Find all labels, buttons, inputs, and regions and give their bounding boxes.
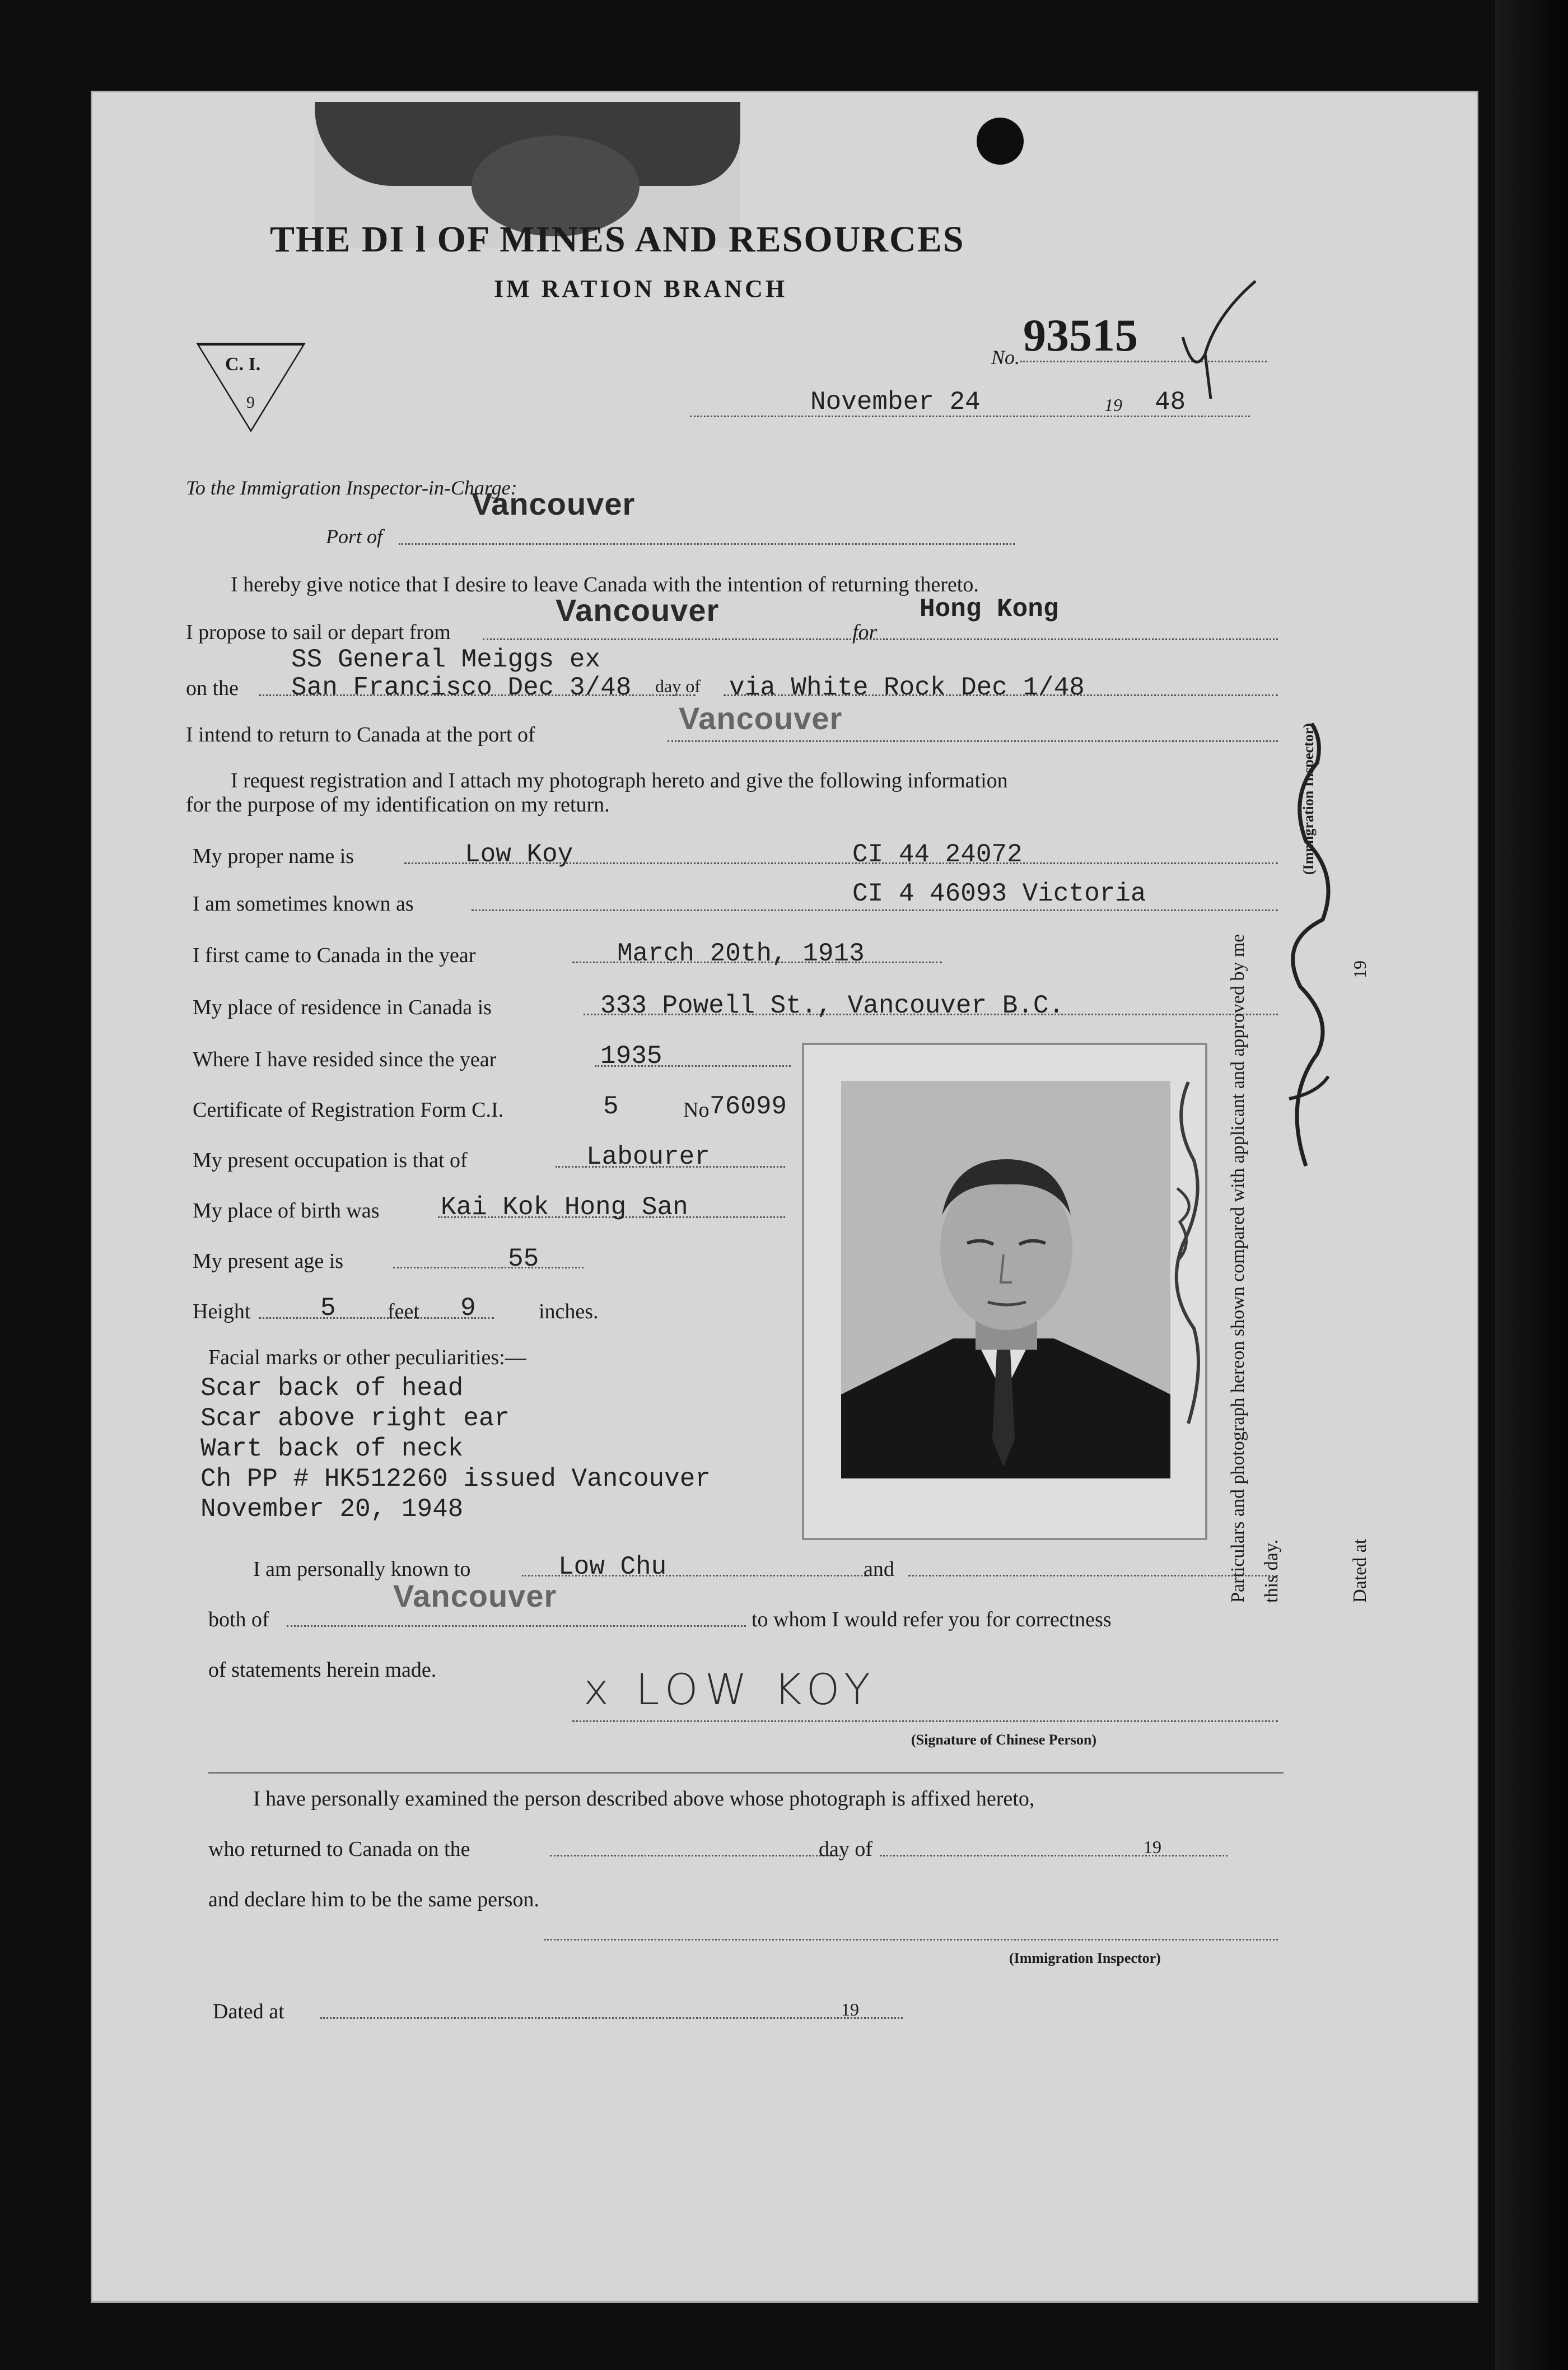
margin-inspector: (Immigration Inspector) [1300,723,1317,875]
margin-nineteen: 19 [1350,960,1370,978]
for-label: for [852,621,878,644]
section-divider [208,1772,1284,1774]
return-port: Vancouver [679,701,843,736]
inches-label: inches. [539,1300,599,1323]
branch-title: IM RATION BRANCH [494,275,788,302]
margin-dated-at: Dated at [1350,1538,1370,1603]
ship-line-1: SS General Meiggs ex [291,645,601,674]
destination: Hong Kong [920,595,1059,624]
return-nineteen: 19 [1144,1837,1161,1857]
feet-label: feet [388,1300,419,1323]
birth-label: My place of birth was [193,1199,380,1223]
date-month-day: November 24 [810,388,981,417]
via-route: via White Rock Dec 1/48 [729,673,1085,702]
addressee-line: To the Immigration Inspector-in-Charge: [186,477,517,499]
returned-label: who returned to Canada on the [208,1837,470,1861]
resided-since-label: Where I have resided since the year [193,1048,497,1071]
request-line-2: for the purpose of my identification on my return. [186,793,610,817]
certificate-form: 5 [603,1092,619,1121]
facial-marks-list [200,1373,711,1524]
port-label: Port of [326,525,383,548]
punch-hole [977,118,1024,165]
ship-line-2: San Francisco Dec 3/48 [291,673,632,702]
facial-mark-line: Ch PP # HK512260 issued Vancouver [200,1464,711,1494]
age-label: My present age is [193,1249,344,1273]
proper-name-label: My proper name is [193,845,354,868]
examined-text: I have personally examined the person described above whose photograph is affixed hereto, [253,1787,1035,1811]
facial-mark-line: November 20, 1948 [200,1495,464,1524]
and-label: and [864,1557,894,1581]
margin-this-day: this day. [1261,1539,1282,1603]
dated-at-label: Dated at [213,2000,284,2023]
certificate-no-label: No [683,1098,710,1122]
department-title: THE DI l OF MINES AND RESOURCES [270,219,965,260]
certificate-no: 76099 [710,1092,787,1121]
both-of-label: both of [208,1608,269,1631]
first-came: March 20th, 1913 [617,939,865,968]
ci-number-1: CI 44 24072 [852,840,1023,869]
day-of-label: day of [655,676,701,696]
date-year: 48 [1155,388,1186,417]
occupation: Labourer [586,1142,710,1172]
occupation-label: My present occupation is that of [193,1149,468,1172]
residence: 333 Powell St., Vancouver B.C. [600,991,1065,1020]
ci-number-2: CI 4 46093 Victoria [852,879,1146,908]
document-page [91,91,1478,2303]
proper-name: Low Koy [465,840,573,869]
on-the-label: on the [186,677,239,700]
applicant-photograph [841,1081,1170,1478]
refer-text: to whom I would refer you for correctness [752,1608,1112,1631]
depart-from: Vancouver [556,592,720,628]
height-inches: 9 [460,1294,476,1323]
date-century: 19 [1104,395,1122,415]
film-frame-edge [1495,0,1568,2370]
facial-mark-line: Wart back of neck [200,1434,464,1463]
first-came-label: I first came to Canada in the year [193,944,476,967]
number-label: No. [991,346,1020,368]
margin-particulars: Particulars and photograph hereon shown compared with applicant and approved by me [1228,934,1248,1603]
return-day-of-label: day of [819,1837,873,1861]
resided-since: 1935 [600,1042,662,1071]
declare-text: and declare him to be the same person. [208,1888,539,1911]
facial-mark-line: Scar above right ear [200,1404,510,1433]
both-of: Vancouver [393,1578,557,1613]
certificate-label: Certificate of Registration Form C.I. [193,1098,504,1122]
port-value: Vancouver [472,486,636,521]
dated-nineteen: 19 [841,1999,859,2019]
intro-text: I hereby give notice that I desire to leave Canada with the intention of returning thereto. [231,573,979,596]
applicant-signature: x LOW KOY [584,1664,877,1714]
age: 55 [508,1244,539,1273]
document-number: 93515 [1023,310,1138,361]
propose-label: I propose to sail or depart from [186,621,451,644]
form-badge-label: C. I. [225,354,261,375]
height-feet: 5 [320,1294,336,1323]
facial-marks-label: Facial marks or other peculiarities:— [208,1346,526,1369]
return-label: I intend to return to Canada at the port of [186,723,535,747]
form-badge-number: 9 [246,393,255,412]
known-as-label: I am sometimes known as [193,892,414,916]
inspector-caption: (Immigration Inspector) [1009,1950,1161,1966]
facial-mark-line: Scar back of head [200,1374,464,1403]
birth-place: Kai Kok Hong San [441,1193,688,1222]
check-mark [1172,270,1261,404]
statements-text: of statements herein made. [208,1658,437,1682]
known-to-label: I am personally known to [253,1557,471,1581]
height-label: Height [193,1300,251,1323]
residence-label: My place of residence in Canada is [193,996,492,1019]
signature-caption: (Signature of Chinese Person) [911,1732,1097,1748]
known-to: Low Chu [558,1552,667,1581]
photo-cross-signature [1155,1076,1222,1435]
inspector-signature-mark [1239,707,1351,1188]
request-line-1: I request registration and I attach my photograph hereto and give the following information [231,769,1008,792]
